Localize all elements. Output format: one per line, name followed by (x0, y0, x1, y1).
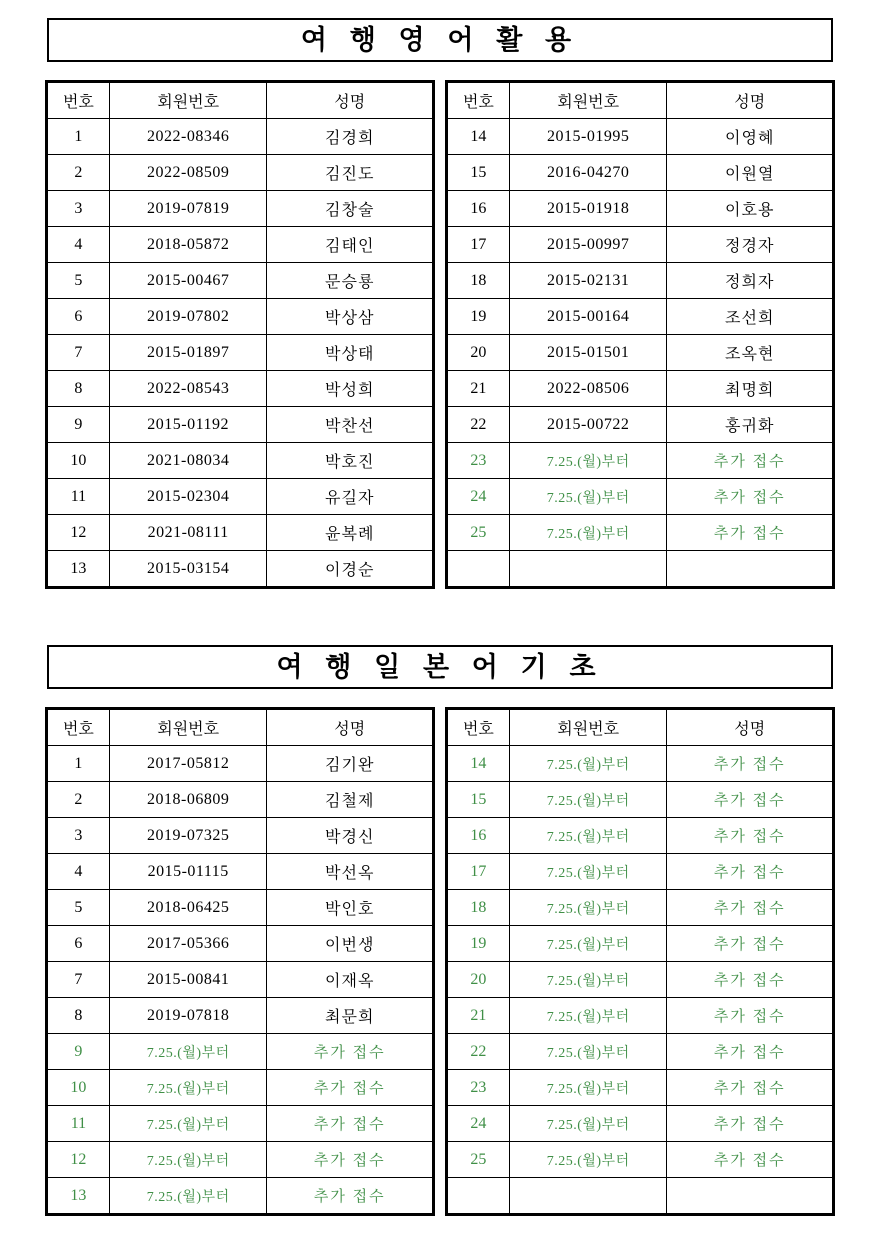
cell-no: 12 (48, 1142, 110, 1178)
course-section-travel-english (0, 18, 880, 589)
cell-member-id (509, 1178, 667, 1214)
cell-member-id: 2015-01501 (509, 335, 667, 371)
cell-name: 최명희 (667, 371, 833, 407)
cell-pending-label: 추가 접수 (667, 1070, 833, 1106)
cell-member-id: 2021-08111 (109, 515, 267, 551)
table-row (448, 854, 833, 890)
cell-no: 1 (48, 746, 110, 782)
cell-name: 이번생 (267, 926, 433, 962)
cell-name: 이호용 (667, 191, 833, 227)
page-title: 여 행 일 본 어 기 초 (276, 651, 604, 682)
cell-member-id: 2021-08034 (109, 443, 267, 479)
cell-name: 최문희 (267, 998, 433, 1034)
cell-name (667, 551, 833, 587)
table-row (48, 263, 433, 299)
table-row (48, 1142, 433, 1178)
cell-pending-notice: 7.25.(월)부터 (509, 515, 667, 551)
table-row-empty (448, 551, 833, 587)
cell-no: 18 (448, 263, 510, 299)
cell-pending-notice: 7.25.(월)부터 (509, 1070, 667, 1106)
table-row (448, 890, 833, 926)
cell-no: 16 (448, 818, 510, 854)
cell-no: 13 (48, 551, 110, 587)
cell-no: 1 (48, 119, 110, 155)
cell-name: 이영혜 (667, 119, 833, 155)
table-row-empty (448, 1178, 833, 1214)
cell-name: 박찬선 (267, 407, 433, 443)
table-header-row (48, 710, 433, 746)
cell-pending-label: 추가 접수 (667, 443, 833, 479)
page-title: 여 행 영 어 활 용 (300, 24, 580, 55)
cell-name: 조선희 (667, 299, 833, 335)
table-header-row (48, 83, 433, 119)
table-row (48, 443, 433, 479)
roster-tables-row (45, 80, 835, 589)
cell-member-id: 2018-05872 (109, 227, 267, 263)
column-header-no: 번호 (48, 83, 110, 119)
cell-no: 25 (448, 515, 510, 551)
roster-table-left-wrap (45, 707, 435, 1216)
cell-no: 14 (448, 746, 510, 782)
cell-member-id: 2022-08506 (509, 371, 667, 407)
roster-table-right (447, 82, 833, 587)
cell-pending-label: 추가 접수 (667, 1106, 833, 1142)
cell-no: 3 (48, 191, 110, 227)
cell-no: 19 (448, 299, 510, 335)
cell-name: 정경자 (667, 227, 833, 263)
table-row (448, 515, 833, 551)
cell-pending-label: 추가 접수 (667, 1142, 833, 1178)
cell-no: 9 (48, 1034, 110, 1070)
cell-name: 박성희 (267, 371, 433, 407)
cell-no: 12 (48, 515, 110, 551)
cell-pending-notice: 7.25.(월)부터 (509, 854, 667, 890)
roster-table-right-wrap (445, 80, 835, 589)
cell-no: 5 (48, 263, 110, 299)
cell-member-id: 2015-00164 (509, 299, 667, 335)
cell-member-id: 2015-01897 (109, 335, 267, 371)
table-row (448, 443, 833, 479)
cell-pending-label: 추가 접수 (267, 1178, 433, 1214)
cell-no: 7 (48, 335, 110, 371)
cell-no: 6 (48, 299, 110, 335)
table-row (48, 515, 433, 551)
column-header-no: 번호 (48, 710, 110, 746)
cell-member-id: 2015-01918 (509, 191, 667, 227)
cell-member-id: 2015-02131 (509, 263, 667, 299)
cell-name (667, 1178, 833, 1214)
cell-member-id: 2022-08543 (109, 371, 267, 407)
cell-no: 21 (448, 998, 510, 1034)
cell-no: 10 (48, 443, 110, 479)
table-row (48, 746, 433, 782)
table-row (48, 479, 433, 515)
course-section-travel-japanese (0, 645, 880, 1216)
table-row (48, 998, 433, 1034)
table-row (448, 1106, 833, 1142)
cell-no (448, 551, 510, 587)
cell-member-id: 2016-04270 (509, 155, 667, 191)
cell-name: 이경순 (267, 551, 433, 587)
roster-body-right-1 (448, 746, 833, 1214)
cell-name: 김경희 (267, 119, 433, 155)
cell-name: 박경신 (267, 818, 433, 854)
column-header-name: 성명 (267, 710, 433, 746)
table-row (48, 335, 433, 371)
section-title-bar (47, 18, 833, 62)
cell-name: 정희자 (667, 263, 833, 299)
cell-name: 윤복례 (267, 515, 433, 551)
table-row (48, 926, 433, 962)
cell-name: 조옥현 (667, 335, 833, 371)
cell-pending-notice: 7.25.(월)부터 (509, 746, 667, 782)
cell-pending-notice: 7.25.(월)부터 (509, 479, 667, 515)
cell-member-id: 2019-07802 (109, 299, 267, 335)
cell-no: 13 (48, 1178, 110, 1214)
cell-name: 김진도 (267, 155, 433, 191)
cell-name: 박호진 (267, 443, 433, 479)
table-row (448, 746, 833, 782)
cell-member-id: 2019-07325 (109, 818, 267, 854)
table-row (48, 782, 433, 818)
cell-pending-label: 추가 접수 (667, 998, 833, 1034)
table-row (448, 263, 833, 299)
table-row (448, 299, 833, 335)
cell-no: 20 (448, 962, 510, 998)
table-row (48, 1178, 433, 1214)
cell-member-id: 2015-02304 (109, 479, 267, 515)
cell-pending-label: 추가 접수 (667, 1034, 833, 1070)
table-row (48, 1070, 433, 1106)
table-row (48, 962, 433, 998)
cell-no: 23 (448, 443, 510, 479)
roster-table-left (47, 709, 433, 1214)
cell-name: 박상태 (267, 335, 433, 371)
table-row (48, 818, 433, 854)
cell-pending-notice: 7.25.(월)부터 (509, 890, 667, 926)
table-row (448, 998, 833, 1034)
cell-no: 10 (48, 1070, 110, 1106)
cell-name: 문승룡 (267, 263, 433, 299)
cell-name: 유길자 (267, 479, 433, 515)
cell-member-id: 2017-05812 (109, 746, 267, 782)
cell-pending-notice: 7.25.(월)부터 (109, 1142, 267, 1178)
cell-no: 22 (448, 1034, 510, 1070)
cell-pending-notice: 7.25.(월)부터 (509, 926, 667, 962)
column-header-no: 번호 (448, 710, 510, 746)
cell-pending-label: 추가 접수 (267, 1142, 433, 1178)
column-header-member-id: 회원번호 (509, 83, 667, 119)
column-header-name: 성명 (267, 83, 433, 119)
cell-no: 11 (48, 479, 110, 515)
cell-no (448, 1178, 510, 1214)
cell-pending-notice: 7.25.(월)부터 (509, 998, 667, 1034)
cell-member-id: 2022-08346 (109, 119, 267, 155)
cell-name: 이재옥 (267, 962, 433, 998)
cell-member-id: 2015-01192 (109, 407, 267, 443)
cell-member-id: 2019-07819 (109, 191, 267, 227)
cell-name: 김철제 (267, 782, 433, 818)
cell-no: 4 (48, 227, 110, 263)
cell-pending-notice: 7.25.(월)부터 (109, 1178, 267, 1214)
cell-no: 17 (448, 854, 510, 890)
cell-no: 3 (48, 818, 110, 854)
cell-pending-notice: 7.25.(월)부터 (509, 1106, 667, 1142)
cell-no: 8 (48, 998, 110, 1034)
cell-member-id: 2015-01995 (509, 119, 667, 155)
table-row (448, 227, 833, 263)
cell-pending-label: 추가 접수 (667, 926, 833, 962)
cell-pending-notice: 7.25.(월)부터 (109, 1070, 267, 1106)
column-header-member-id: 회원번호 (109, 710, 267, 746)
table-row (48, 1034, 433, 1070)
table-row (448, 371, 833, 407)
cell-member-id: 2015-00997 (509, 227, 667, 263)
roster-tables-row (45, 707, 835, 1216)
table-row (48, 371, 433, 407)
cell-name: 이원열 (667, 155, 833, 191)
cell-pending-notice: 7.25.(월)부터 (509, 1034, 667, 1070)
cell-pending-label: 추가 접수 (667, 818, 833, 854)
cell-no: 24 (448, 479, 510, 515)
table-row (48, 1106, 433, 1142)
cell-name: 김기완 (267, 746, 433, 782)
cell-pending-label: 추가 접수 (267, 1034, 433, 1070)
column-header-no: 번호 (448, 83, 510, 119)
table-row (448, 1070, 833, 1106)
cell-pending-label: 추가 접수 (667, 890, 833, 926)
cell-member-id: 2018-06809 (109, 782, 267, 818)
table-row (448, 818, 833, 854)
cell-pending-notice: 7.25.(월)부터 (509, 443, 667, 479)
cell-pending-label: 추가 접수 (267, 1070, 433, 1106)
cell-member-id: 2018-06425 (109, 890, 267, 926)
cell-no: 4 (48, 854, 110, 890)
table-row (48, 191, 433, 227)
table-row (448, 1034, 833, 1070)
cell-no: 19 (448, 926, 510, 962)
table-row (448, 191, 833, 227)
cell-no: 2 (48, 782, 110, 818)
cell-no: 15 (448, 155, 510, 191)
section-title-bar (47, 645, 833, 689)
table-row (448, 479, 833, 515)
cell-name: 박선옥 (267, 854, 433, 890)
column-header-member-id: 회원번호 (509, 710, 667, 746)
cell-no: 21 (448, 371, 510, 407)
cell-no: 17 (448, 227, 510, 263)
column-header-name: 성명 (667, 83, 833, 119)
cell-member-id: 2015-03154 (109, 551, 267, 587)
cell-no: 20 (448, 335, 510, 371)
table-row (48, 155, 433, 191)
cell-name: 홍귀화 (667, 407, 833, 443)
cell-name: 김태인 (267, 227, 433, 263)
cell-no: 22 (448, 407, 510, 443)
cell-no: 15 (448, 782, 510, 818)
column-header-name: 성명 (667, 710, 833, 746)
cell-no: 9 (48, 407, 110, 443)
cell-pending-notice: 7.25.(월)부터 (509, 818, 667, 854)
cell-no: 6 (48, 926, 110, 962)
column-header-member-id: 회원번호 (109, 83, 267, 119)
roster-table-left (47, 82, 433, 587)
cell-member-id: 2015-00722 (509, 407, 667, 443)
table-row (48, 227, 433, 263)
cell-pending-notice: 7.25.(월)부터 (509, 962, 667, 998)
roster-table-right-wrap (445, 707, 835, 1216)
cell-pending-label: 추가 접수 (667, 782, 833, 818)
table-row (448, 926, 833, 962)
roster-table-right (447, 709, 833, 1214)
cell-pending-notice: 7.25.(월)부터 (509, 782, 667, 818)
cell-pending-label: 추가 접수 (667, 515, 833, 551)
cell-pending-label: 추가 접수 (667, 746, 833, 782)
cell-member-id: 2015-00467 (109, 263, 267, 299)
table-row (448, 962, 833, 998)
cell-name: 박상삼 (267, 299, 433, 335)
table-row (448, 407, 833, 443)
cell-member-id: 2022-08509 (109, 155, 267, 191)
cell-no: 14 (448, 119, 510, 155)
cell-no: 25 (448, 1142, 510, 1178)
table-row (448, 335, 833, 371)
roster-body-left-1 (48, 746, 433, 1214)
cell-pending-notice: 7.25.(월)부터 (509, 1142, 667, 1178)
table-row (448, 119, 833, 155)
cell-member-id: 2015-00841 (109, 962, 267, 998)
cell-member-id: 2017-05366 (109, 926, 267, 962)
cell-pending-label: 추가 접수 (667, 962, 833, 998)
cell-name: 박인호 (267, 890, 433, 926)
cell-member-id: 2019-07818 (109, 998, 267, 1034)
table-row (48, 854, 433, 890)
table-row (48, 299, 433, 335)
cell-no: 8 (48, 371, 110, 407)
cell-pending-notice: 7.25.(월)부터 (109, 1106, 267, 1142)
cell-no: 5 (48, 890, 110, 926)
cell-no: 18 (448, 890, 510, 926)
table-row (448, 782, 833, 818)
cell-no: 23 (448, 1070, 510, 1106)
cell-pending-notice: 7.25.(월)부터 (109, 1034, 267, 1070)
table-row (48, 119, 433, 155)
roster-body-right-0 (448, 119, 833, 587)
table-row (448, 1142, 833, 1178)
cell-no: 7 (48, 962, 110, 998)
cell-no: 24 (448, 1106, 510, 1142)
cell-pending-label: 추가 접수 (667, 479, 833, 515)
cell-pending-label: 추가 접수 (667, 854, 833, 890)
roster-body-left-0 (48, 119, 433, 587)
cell-no: 16 (448, 191, 510, 227)
table-header-row (448, 710, 833, 746)
table-row (448, 155, 833, 191)
table-row (48, 407, 433, 443)
cell-pending-label: 추가 접수 (267, 1106, 433, 1142)
roster-table-left-wrap (45, 80, 435, 589)
cell-member-id (509, 551, 667, 587)
cell-no: 11 (48, 1106, 110, 1142)
cell-name: 김창술 (267, 191, 433, 227)
cell-member-id: 2015-01115 (109, 854, 267, 890)
cell-no: 2 (48, 155, 110, 191)
table-header-row (448, 83, 833, 119)
table-row (48, 551, 433, 587)
table-row (48, 890, 433, 926)
